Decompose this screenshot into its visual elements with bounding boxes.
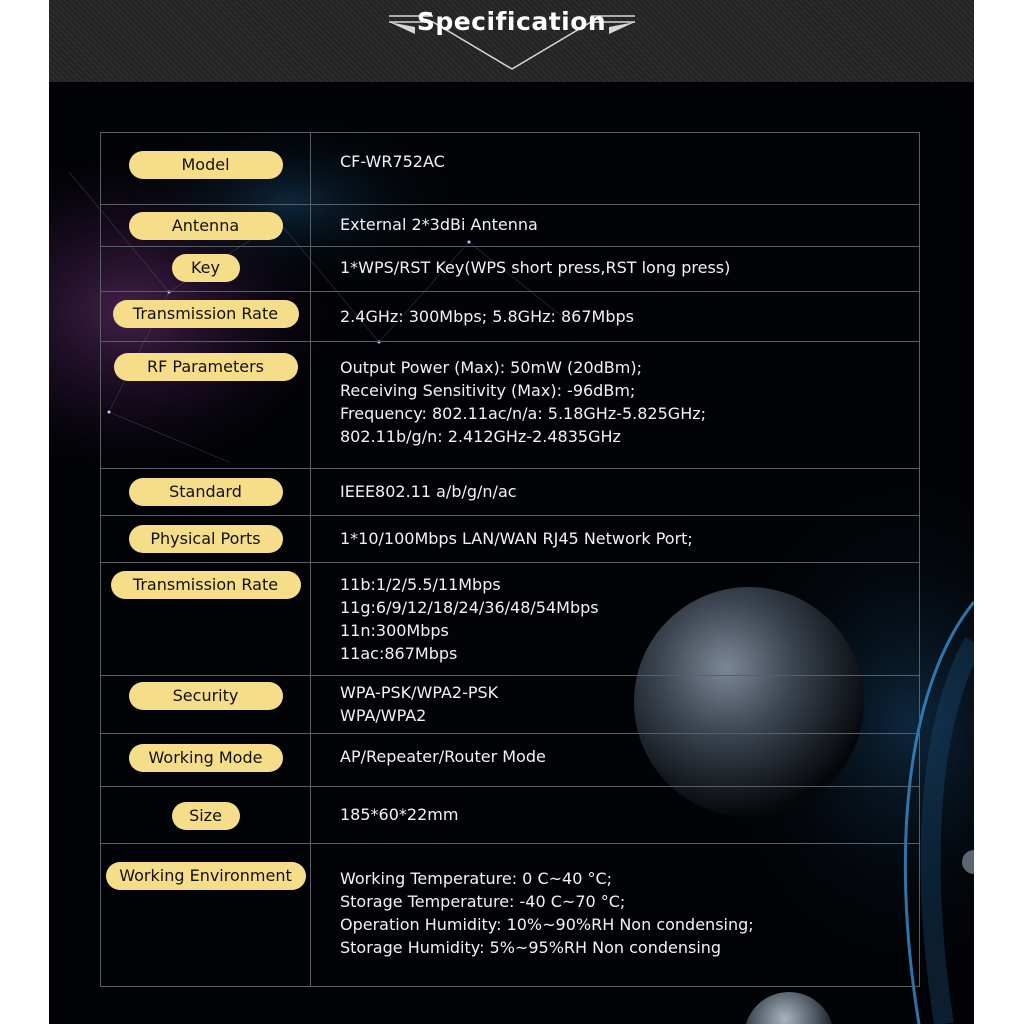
value-security-line: WPA-PSK/WPA2-PSK <box>340 683 499 702</box>
spec-row-working-environment <box>101 844 920 987</box>
value-key: 1*WPS/RST Key(WPS short press,RST long press) <box>340 258 731 277</box>
header-bar <box>49 0 974 82</box>
label-security: Security <box>129 682 283 710</box>
spec-row-rf-parameters <box>101 342 920 469</box>
value-model: CF-WR752AC <box>340 152 445 171</box>
label-antenna: Antenna <box>129 212 283 240</box>
value-security-line: WPA/WPA2 <box>340 706 427 725</box>
label-physical-ports: Physical Ports <box>129 525 283 553</box>
spec-row-antenna <box>101 205 920 247</box>
value-environment-line: Storage Temperature: -40 C~70 °C; <box>340 892 626 911</box>
spec-row-working-mode <box>101 734 920 787</box>
label-size: Size <box>172 802 240 830</box>
value-rf-line: Output Power (Max): 50mW (20dBm); <box>340 358 642 377</box>
value-antenna: External 2*3dBi Antenna <box>340 215 538 234</box>
value-rf-line: Receiving Sensitivity (Max): -96dBm; <box>340 381 636 400</box>
spec-panel <box>49 0 974 1024</box>
spec-row-key <box>101 247 920 292</box>
value-rate-line: 11n:300Mbps <box>340 621 449 640</box>
label-key: Key <box>172 254 240 282</box>
value-rf-line: Frequency: 802.11ac/n/a: 5.18GHz-5.825GHz; <box>340 404 707 423</box>
spec-table <box>100 132 920 987</box>
value-rf-line: 802.11b/g/n: 2.412GHz-2.4835GHz <box>340 427 621 446</box>
label-transmission-rate: Transmission Rate <box>113 300 299 328</box>
spec-row-transmission-rate <box>101 292 920 342</box>
label-standard: Standard <box>129 478 283 506</box>
label-working-mode: Working Mode <box>129 744 283 772</box>
label-rf-parameters: RF Parameters <box>114 353 298 381</box>
spec-row-model <box>101 133 920 205</box>
spec-row-transmission-rate-2 <box>101 563 920 676</box>
spec-row-standard <box>101 469 920 516</box>
label-working-environment: Working Environment <box>106 862 306 890</box>
value-rate-line: 11g:6/9/12/18/24/36/48/54Mbps <box>340 598 599 617</box>
value-standard: IEEE802.11 a/b/g/n/ac <box>340 482 517 501</box>
page-title: Specification <box>416 7 607 36</box>
spec-row-size <box>101 787 920 844</box>
value-environment-line: Operation Humidity: 10%~90%RH Non condensing; <box>340 915 754 934</box>
value-working-mode: AP/Repeater/Router Mode <box>340 747 546 766</box>
label-transmission-rate-2: Transmission Rate <box>111 571 301 599</box>
value-physical-ports: 1*10/100Mbps LAN/WAN RJ45 Network Port; <box>340 529 693 548</box>
value-environment-line: Storage Humidity: 5%~95%RH Non condensing <box>340 938 722 957</box>
value-transmission-rate: 2.4GHz: 300Mbps; 5.8GHz: 867Mbps <box>340 307 634 326</box>
value-rate-line: 11ac:867Mbps <box>340 644 458 663</box>
value-rate-line: 11b:1/2/5.5/11Mbps <box>340 575 501 594</box>
label-model: Model <box>129 151 283 179</box>
spec-row-physical-ports <box>101 516 920 563</box>
value-environment-line: Working Temperature: 0 C~40 °C; <box>340 869 613 888</box>
value-size: 185*60*22mm <box>340 805 459 824</box>
spec-row-security <box>101 676 920 734</box>
